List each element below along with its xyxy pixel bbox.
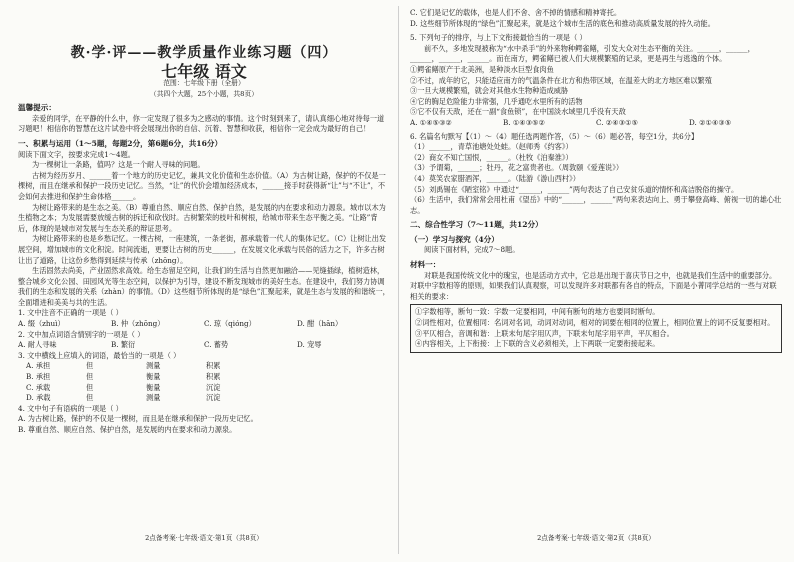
question-5-passage: 前不久，多地发现被称为“水中杀手”的外来物种鳄雀鳝，引发大众对生态平衡的关注。______，______，______，______，______。而在南方，鳄雀鳝已被人们大规模繁殖的记录，更是再生与逃逸的个体。 [410, 43, 755, 64]
passage-paragraph-1: 古树为经历岁月、______着一个地方的历史记忆，兼具文化价值和生态价值。（A）为古树让路，保护的不仅是一棵树，而且在继承和保护一段历史记忆。当然，“让”的代价会增加经济成本，______接手时获得新“让”与“不让”，不会如何去推进和保护生命体格______。 [18, 170, 386, 201]
option: A. ①④⑤③② [410, 117, 452, 127]
couplet-rules-box [410, 304, 782, 352]
section-1-title: 一、积累与运用（1～5题，每题2分，第6题6分，共16分） [18, 138, 223, 148]
rule-item: ④内容相关，上下衔接：上下联的含义必须相关，上下两联一定要衔接起来。 [415, 339, 660, 349]
exam-structure: （共四个大题，25个小题，共8页） [149, 90, 259, 99]
option: B. 繁衍 [111, 340, 136, 350]
sentence-item: ⑤它不仅有天敌，还在一副“食鱼锁”，在中国淡水域里几乎没有天敌 [410, 107, 626, 117]
tip-title: 温馨提示： [18, 103, 56, 113]
passage-paragraph-2: 为树让路带来的是生态之美。（B）尊重自然、顺应自然、保护自然，是发展的内在要求和动力源泉。城市以木为生植物之本；为发展需要放缓古树的拆迁和砍伐时。古树繁荣的枝叶和树根，给城市带来生态平衡之美。“让路”背后，体现的是城市对发展与生态关系的辩证思考。 [18, 202, 386, 233]
option: D. 宠辱 [297, 340, 322, 350]
sentence-item: ④它的胸足危险能力非常强，几乎通吃水里所有的活物 [410, 96, 583, 106]
question-4: 4. 文中句子有语病的一项是（ ） [18, 403, 123, 413]
section-2-subtitle: （一）学习与探究（4分） [410, 234, 499, 244]
option: B. ①④③⑤② [503, 117, 546, 127]
option: D. 酣（hān） [297, 319, 343, 329]
cell: 沉淀 [206, 382, 221, 392]
page-2 [410, 8, 782, 548]
section-2-intro: 阅读下面材料，完成7～8题。 [424, 245, 520, 255]
rule-item: ③平仄相合，音调和谐：上联末句尾字用仄声，下联末句尾字用平声，平仄相合。 [415, 328, 674, 338]
cell: 但 [86, 393, 94, 403]
passage-paragraph-4: 生活固然去尚美，产业固然求高效。给生态留足空间，让我们的生活与自然更加融洽——见缝插绿，植树造林，整合城乡文化公园、田园风光等生态空间，以保护为引导，建设不断发现城市的美好生态。在建设中，我们努力协调我们的生态和发展的关系（zhàn）的事情。（D）这些细节所体现的是“绿色”汇聚起来，就是生态与发展的和谐统一，全面增进和美美与共的生活。 [18, 266, 390, 307]
passage-paragraph-3: 为树让路带来的也是乡愁记忆。一棵古树，一座建筑，一条老街，都承载着一代人的集体记忆。（C）让树让出发展空间，增加城市的文化积淀。时间流逝，更要让古树的历史______，在发展文化承载与民俗的活力之下，许多古树让出了道路，让这份乡愁得到延续与传承（zhōng）。 [18, 234, 387, 265]
fill-item: （4）莫笑农家腊酒浑，______。（陆游《游山西村》） [410, 173, 580, 183]
page-divider [398, 6, 399, 554]
option: C. ②④③①⑤ [596, 117, 639, 127]
question-2-options [18, 340, 390, 351]
section-1-intro: 阅读下面文字，按要求完成1～4题。 [18, 149, 135, 159]
subject-title: 七年级 语文 [161, 61, 247, 81]
fill-item: （1）______，青草池塘处处蛙。（赵师秀《约客》） [410, 142, 573, 152]
cell: 积累 [206, 361, 221, 371]
question-5: 5. 下列句子的排序，与上下文衔接最恰当的一项是（ ） [410, 33, 587, 43]
option: A. 耐人寻味 [18, 340, 57, 350]
question-2: 2. 文中加点词语含情别字的一项是（ ） [18, 329, 145, 339]
page-footer: 2点备考案·七年级·语文·第2页（共8页） [537, 534, 655, 543]
cell: D. 承载 [26, 393, 51, 403]
cell: 测量 [146, 393, 161, 403]
passage-lead: 为一棵树让一条路，值吗？这是一个耐人寻味的问题。 [32, 160, 205, 170]
cell: 但 [86, 361, 94, 371]
exam-banner: 教·学·评——教学质量作业练习题（四） [70, 45, 338, 61]
section-2-title: 二、综合性学习（7～11题，共12分） [410, 220, 543, 230]
cell: 衡量 [146, 382, 161, 392]
fill-item: （6）生活中，我们常常会用杜甫《望岳》中的“______，______”两句来表达向上、勇于攀登高峰、俯视一切的雄心壮志。 [410, 195, 782, 215]
cell: A. 承担 [26, 361, 51, 371]
cell: C. 承载 [26, 382, 51, 392]
cell: B. 承担 [26, 372, 51, 382]
sentence-item: ②不过，成年的它，只能适应南方的气温条件在北方和热带区域，在温差大的北方地区难以繁殖 [410, 75, 712, 85]
fill-item: （3）予谓菊，______；牡丹，花之富贵者也。（周敦颐《爱莲说》） [410, 163, 624, 173]
option: C. 琼（qióng） [204, 319, 256, 329]
tip-body: 亲爱的同学，在平静的什么中，你一定发现了很多为之感动的事情。这个时刻到来了，请认真细心地对待每一道习题吧！相信你的智慧在这片试卷中将会展现出你的自信、沉着、智慧和收获，相信你一定会成为最好的自己！ [18, 113, 385, 134]
sentence-item: ①鳄雀鳝原产于北美洲，是种淡水巨型食肉鱼 [410, 64, 554, 74]
option: A. 缀（zhuì） [18, 319, 65, 329]
question-3: 3. 文中横线上应填入的词语，最恰当的一项是（ ） [18, 350, 181, 360]
material-1-body: 对联是我国传统文化中的瑰宝，也是活动方式中，它总是出现于喜庆节日之中，也就是我们生活中的重要部分。对联中字数相等的原则，如果我们认真观察，可以发现许多对联都有各自的特点，下面是小菁同学总结的一些与对联相关的要求： [410, 270, 777, 301]
exam-scope: 范围：七年级下册（全册） [163, 79, 245, 88]
cell: 测量 [146, 361, 161, 371]
cell: 但 [86, 382, 94, 392]
option: C. 蓄势 [204, 340, 229, 350]
fill-item: （2）商女不知亡国恨，______。（杜牧《泊秦淮》） [410, 152, 573, 162]
question-5-options [410, 118, 782, 129]
rule-item: ①字数相等，断句一致：字数一定要相同，中间有断句的地方也要同时断句。 [415, 307, 660, 317]
option: B. 仲（zhōng） [111, 319, 165, 329]
page-footer: 2点备考案·七年级·语文·第1页（共8页） [145, 534, 263, 543]
cell: 积累 [206, 372, 221, 382]
question-1-options [18, 319, 390, 330]
cell: 沉淀 [206, 393, 221, 403]
cell: 但 [86, 372, 94, 382]
question-3-options [26, 361, 390, 403]
question-6: 6. 名篇名句默写【（1）～（4）题任选两题作答，（5）～（6）题必答，每空1分，共6分】 [410, 131, 699, 141]
material-1-title: 材料一： [410, 260, 441, 270]
question-4-option-a: A. 为古树让路，保护的不仅是一棵树，而且是在继承和保护一段历史记忆。 [18, 414, 258, 424]
option: D. ②①④③⑤ [689, 117, 732, 127]
fill-item: （5）刘禹锡在《陋室铭》中通过“______，______”两句表达了自己安贫乐道的情怀和高洁脱俗的操守。 [410, 184, 739, 194]
question-1: 1. 文中注音不正确的一项是（ ） [18, 308, 123, 318]
question-4-option-d: D. 这些细节所体现的“绿色”汇聚起来，就是这个城市生活的底色和推动高质量发展的持久动能。 [410, 18, 715, 28]
rule-item: ②词性相对，位置相同：名词对名词，动词对动词，相对的词要在相同的位置上，相同位置上的词不反复要相对。 [415, 318, 775, 328]
cell: 衡量 [146, 372, 161, 382]
page-1 [18, 8, 390, 548]
sentence-item: ③一旦大规模繁殖，就会对其他水生物种造成威胁 [410, 86, 569, 96]
question-4-option-c: C. 它们是记忆的载体，也是人们不舍、舍不掉的情感和精神寄托。 [410, 8, 622, 17]
question-4-option-b: B. 尊重自然、顺应自然、保护自然，是发展的内在要求和动力源泉。 [18, 425, 237, 434]
